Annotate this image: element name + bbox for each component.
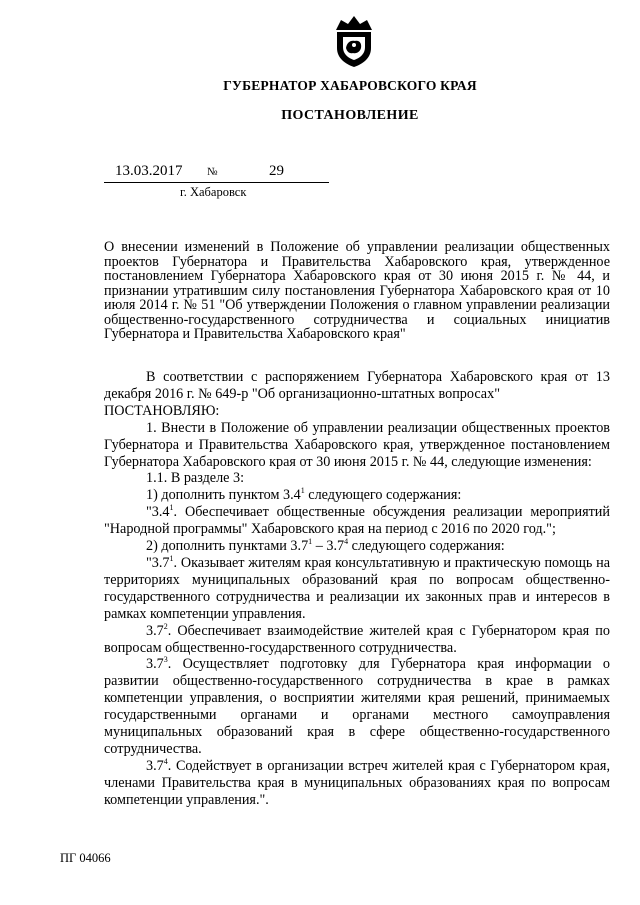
intro-paragraph: В соответствии с распоряжением Губернатора Хабаровского края от 13 декабря 2016 г. № 649-р "Об организационно-штатных вопросах" [104,369,610,402]
document-subject: О внесении изменений в Положение об управлении реализации общественных проектов Губернатора и Правительства Хабаровского края, утвержденное постановлением Губернатора Хабаровского края от 30 июня 2015 г. № 44, и признании утратившим силу постановления Губернатора Хабаровского края от 10 июля 2014 г. № 51 "Об утверждении Положения о главном управлении реализации общественно-государственного сотрудничества и социальных инициатив Губернатора и Правительства Хабаровского края" [104,239,610,342]
clause-3-7-3: $3.7^3$. Осуществляет подготовку для Губернатора края информации о развитии общественно-государственного сотрудничества в крае в рамках компетенции управления, о восприятии жителями края решений, принимаемых государственными органами и органами местного самоуправления муниципальных образований края в сфере общественно-государственного сотрудничества. [104,655,610,757]
date-number-line [104,162,329,183]
subitem-2: 2) дополнить пунктами $3.7^1 - 3.7^4$ следующего содержания: [146,537,505,555]
item-1-1: 1.1. В разделе 3: [146,470,245,487]
item-1: 1. Внести в Положение об управлении реализации общественных проектов Губернатора и Правительства Хабаровского края, утвержденное постановлением Губернатора Хабаровского края от 30 июня 2015 г. № 44, следующие изменения: [104,419,610,470]
document-type: ПОСТАНОВЛЕНИЕ [281,108,419,123]
document-number: 29 [269,163,284,179]
number-sign: № [207,166,218,178]
subitem-1: 1) дополнить пунктом $3.4^1$ следующего содержания: [146,486,462,504]
issuing-authority: ГУБЕРНАТОР ХАБАРОВСКОГО КРАЯ [223,78,477,93]
city-name: г. Хабаровск [180,185,247,199]
clause-3-7-4: $3.7^4$. Содействует в организации встреч жителей края с Губернатором края, членами Правительства края в муниципальных образованиях края по вопросам компетенции управления.". [104,756,610,808]
document-date: 13.03.2017 [115,163,183,179]
clause-3-7-2: $3.7^2$. Обеспечивает взаимодействие жителей края с Губернатором края по вопросам общественно-государственного сотрудничества. [104,621,610,656]
document-body [104,369,610,809]
form-code: ПГ 04066 [60,851,111,865]
clause-3-4-1: "$3.4^1$. Обеспечивает общественные обсуждения реализации мероприятий "Народной программы" Хабаровского края на период с 2016 по 2020 год."; [104,503,610,538]
resolve-word: ПОСТАНОВЛЯЮ: [104,402,220,419]
coat-of-arms-emblem [330,12,378,68]
clause-3-7-1: "$3.7^1$. Оказывает жителям края консультативную и практическую помощь на территориях муниципальных образований края по вопросам общественно-государственного сотрудничества и реализации их законных прав и интересов в рамках компетенции управления. [104,553,610,622]
